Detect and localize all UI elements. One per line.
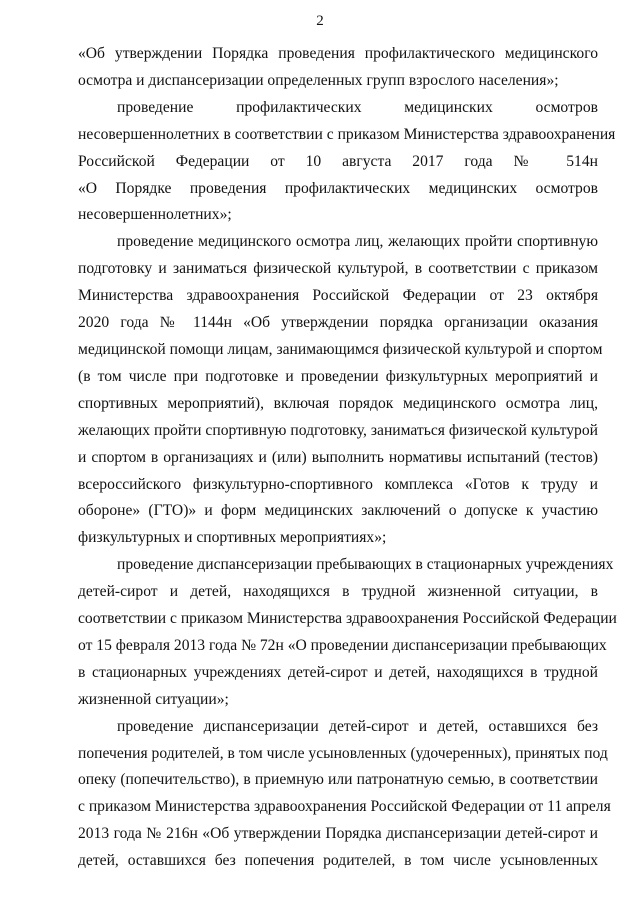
paragraph-orphans-without-parental-care — [78, 714, 611, 875]
text-line: несовершеннолетних»; — [78, 206, 232, 224]
paragraph-sports-medical-exam — [78, 229, 603, 552]
text-line: «О Порядке проведения профилактических медицинских осмотров — [78, 179, 598, 197]
text-line: несовершеннолетних в соответствии с приказом Министерства здравоохранения — [78, 125, 616, 143]
text-line: проведение профилактических медицинских осмотров — [117, 98, 598, 116]
page-number: 2 — [316, 13, 324, 29]
text-line: физкультурных и спортивных мероприятиях»; — [78, 529, 387, 547]
text-line: медицинской помощи лицам, занимающимся физической культурой и спортом — [78, 340, 603, 358]
text-line: всероссийского физкультурно-спортивного комплекса «Готов к труду и — [78, 475, 598, 493]
text-line: опеку (попечительство), в приемную или патронатную семью, в соответствии — [78, 771, 598, 789]
paragraph-continuation — [78, 41, 598, 95]
text-line: с приказом Министерства здравоохранения Российской Федерации от 11 апреля — [78, 798, 611, 816]
document-body — [78, 41, 617, 875]
text-line: 2020 года № 1144н «Об утверждении порядка организации оказания — [78, 314, 598, 332]
paragraph-orphans-in-institutions — [78, 552, 617, 713]
text-line: проведение медицинского осмотра лиц, желающих пройти спортивную — [117, 233, 598, 251]
text-line: 2013 года № 216н «Об утверждении Порядка диспансеризации детей-сирот и — [78, 825, 598, 843]
text-line: обороне» (ГТО)» и форм медицинских заключений о допуске к участию — [78, 502, 598, 520]
text-line: проведение диспансеризации пребывающих в стационарных учреждениях — [117, 556, 614, 574]
text-line: соответствии с приказом Министерства здравоохранения Российской Федерации — [78, 610, 617, 628]
text-line: Российской Федерации от 10 августа 2017 года № 514н — [78, 152, 598, 170]
text-line: в стационарных учреждениях детей-сирот и детей, находящихся в трудной — [78, 663, 598, 681]
text-line: и спортом в организациях и (или) выполнить нормативы испытаний (тестов) — [78, 448, 598, 466]
text-line: осмотра и диспансеризации определенных групп взрослого населения»; — [78, 71, 559, 89]
paragraph-preventive-exams-minors — [78, 95, 616, 230]
text-line: Министерства здравоохранения Российской Федерации от 23 октября — [78, 287, 598, 305]
text-line: детей-сирот и детей, находящихся в трудной жизненной ситуации, в — [78, 583, 598, 601]
text-line: проведение диспансеризации детей-сирот и детей, оставшихся без — [117, 717, 598, 735]
text-line: «Об утверждении Порядка проведения профилактического медицинского — [78, 45, 598, 62]
text-line: подготовку и заниматься физической культурой, в соответствии с приказом — [78, 260, 598, 278]
text-line: детей, оставшихся без попечения родителей, в том числе усыновленных — [78, 852, 598, 870]
text-line: (в том числе при подготовке и проведении физкультурных мероприятий и — [78, 367, 598, 385]
text-line: жизненной ситуации»; — [78, 690, 229, 708]
text-line: спортивных мероприятий), включая порядок медицинского осмотра лиц, — [78, 394, 598, 412]
text-line: от 15 февраля 2013 года № 72н «О проведении диспансеризации пребывающих — [78, 636, 607, 654]
text-line: желающих пройти спортивную подготовку, заниматься физической культурой — [78, 421, 598, 439]
text-line: попечения родителей, в том числе усыновленных (удочеренных), принятых под — [78, 744, 608, 762]
